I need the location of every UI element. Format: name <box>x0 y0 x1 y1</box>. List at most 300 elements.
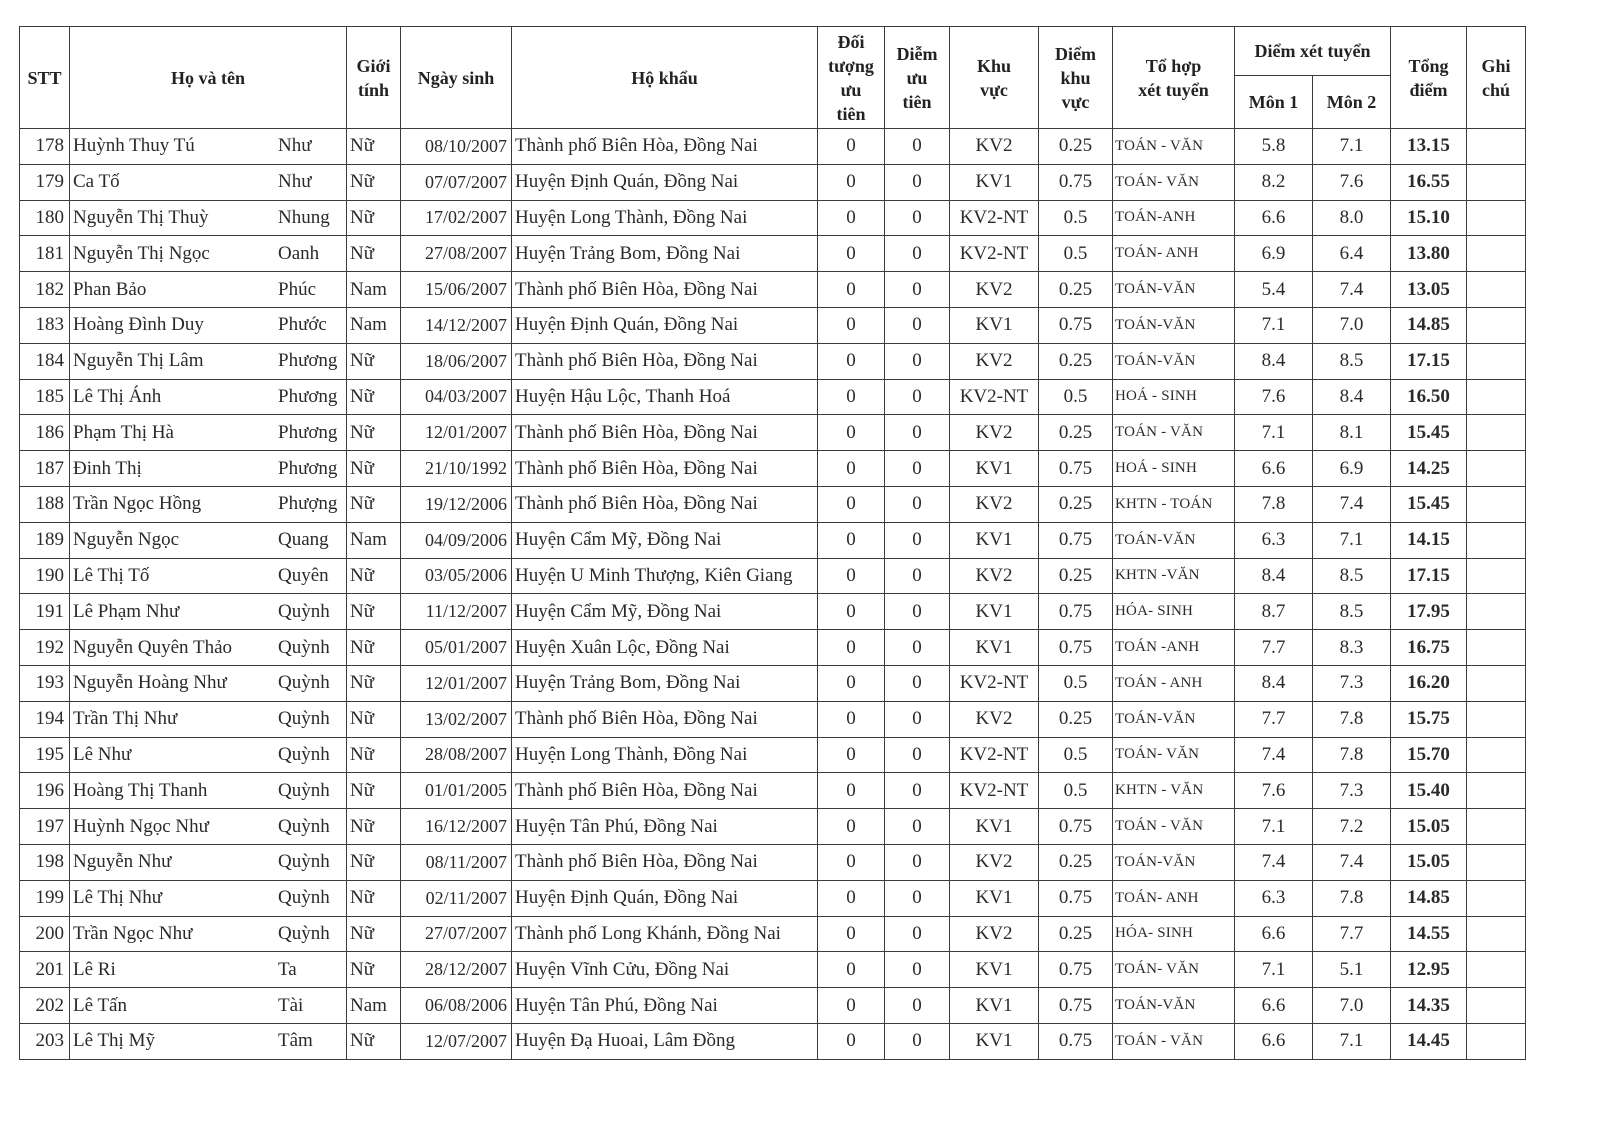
cell-subject-1: 7.4 <box>1235 844 1313 880</box>
cell-subject-2: 8.5 <box>1313 558 1391 594</box>
cell-name <box>70 737 347 773</box>
cell-name <box>70 773 347 809</box>
cell-note <box>1467 164 1526 200</box>
cell-region-points: 0.75 <box>1039 307 1113 343</box>
cell-total: 15.70 <box>1391 737 1467 773</box>
cell-subject-1: 8.2 <box>1235 164 1313 200</box>
cell-subject-2: 8.1 <box>1313 415 1391 451</box>
cell-dob: 01/01/2005 <box>401 773 512 809</box>
cell-dob: 04/09/2006 <box>401 522 512 558</box>
cell-priority-points: 0 <box>885 665 950 701</box>
cell-note <box>1467 200 1526 236</box>
cell-priority-points: 0 <box>885 952 950 988</box>
cell-region-points: 0.75 <box>1039 451 1113 487</box>
cell-combination: KHTN - TOÁN <box>1113 486 1235 522</box>
cell-total: 14.55 <box>1391 916 1467 952</box>
table-row <box>20 916 1526 952</box>
cell-region-points: 0.75 <box>1039 880 1113 916</box>
surname-middle-name: Huỳnh Ngọc Như <box>73 815 209 837</box>
cell-name <box>70 522 347 558</box>
given-name: Quỳnh <box>278 708 330 730</box>
cell-total: 15.40 <box>1391 773 1467 809</box>
given-name: Tài <box>278 994 304 1016</box>
cell-dob: 06/08/2006 <box>401 988 512 1024</box>
cell-combination: TOÁN- VĂN <box>1113 952 1235 988</box>
cell-stt: 193 <box>20 665 70 701</box>
cell-combination: TOÁN- ANH <box>1113 880 1235 916</box>
cell-subject-1: 7.6 <box>1235 379 1313 415</box>
cell-priority-group: 0 <box>818 558 885 594</box>
cell-priority-group: 0 <box>818 164 885 200</box>
cell-subject-2: 7.3 <box>1313 773 1391 809</box>
cell-dob: 28/12/2007 <box>401 952 512 988</box>
cell-priority-group: 0 <box>818 129 885 165</box>
cell-priority-group: 0 <box>818 343 885 379</box>
cell-combination: TOÁN - ANH <box>1113 665 1235 701</box>
table-row <box>20 844 1526 880</box>
given-name: Quyên <box>278 564 329 586</box>
cell-dob: 17/02/2007 <box>401 200 512 236</box>
cell-priority-points: 0 <box>885 379 950 415</box>
cell-total: 16.75 <box>1391 630 1467 666</box>
cell-dob: 15/06/2007 <box>401 272 512 308</box>
cell-region: KV1 <box>950 809 1039 845</box>
cell-combination: TOÁN - VĂN <box>1113 415 1235 451</box>
cell-stt: 197 <box>20 809 70 845</box>
cell-priority-group: 0 <box>818 988 885 1024</box>
given-name: Quỳnh <box>278 600 330 622</box>
header-stt: STT <box>20 27 70 129</box>
cell-dob: 02/11/2007 <box>401 880 512 916</box>
cell-region-points: 0.25 <box>1039 415 1113 451</box>
given-name: Phương <box>278 421 338 443</box>
cell-priority-points: 0 <box>885 343 950 379</box>
cell-subject-1: 7.6 <box>1235 773 1313 809</box>
cell-priority-group: 0 <box>818 952 885 988</box>
cell-region-points: 0.75 <box>1039 594 1113 630</box>
cell-dob: 11/12/2007 <box>401 594 512 630</box>
cell-combination: KHTN -VĂN <box>1113 558 1235 594</box>
header-region: Khu vực <box>950 27 1039 129</box>
cell-subject-1: 6.6 <box>1235 451 1313 487</box>
cell-region: KV1 <box>950 594 1039 630</box>
surname-middle-name: Huỳnh Thuy Tú <box>73 135 195 157</box>
cell-combination: TOÁN- VĂN <box>1113 164 1235 200</box>
cell-total: 14.85 <box>1391 307 1467 343</box>
cell-subject-1: 6.6 <box>1235 988 1313 1024</box>
surname-middle-name: Lê Như <box>73 743 132 765</box>
cell-priority-points: 0 <box>885 988 950 1024</box>
header-admission-scores: Diểm xét tuyển <box>1235 27 1391 76</box>
surname-middle-name: Hoàng Thị Thanh <box>73 779 208 801</box>
cell-stt: 178 <box>20 129 70 165</box>
surname-middle-name: Lê Thị Tố <box>73 564 150 586</box>
cell-priority-group: 0 <box>818 809 885 845</box>
cell-priority-points: 0 <box>885 1023 950 1059</box>
given-name: Phương <box>278 350 338 372</box>
cell-priority-group: 0 <box>818 200 885 236</box>
cell-priority-group: 0 <box>818 916 885 952</box>
surname-middle-name: Nguyễn Thị Thuỳ <box>73 206 209 228</box>
cell-address: Huyện Đạ Huoai, Lâm Đồng <box>512 1023 818 1059</box>
cell-address: Huyện U Minh Thượng, Kiên Giang <box>512 558 818 594</box>
cell-gender: Nữ <box>347 880 401 916</box>
admission-table <box>19 26 1526 1060</box>
cell-address: Huyện Trảng Bom, Đồng Nai <box>512 236 818 272</box>
cell-combination: TOÁN-VĂN <box>1113 343 1235 379</box>
cell-gender: Nữ <box>347 701 401 737</box>
cell-name <box>70 451 347 487</box>
cell-dob: 12/01/2007 <box>401 415 512 451</box>
cell-region-points: 0.25 <box>1039 558 1113 594</box>
cell-subject-1: 6.6 <box>1235 200 1313 236</box>
cell-stt: 180 <box>20 200 70 236</box>
cell-dob: 12/01/2007 <box>401 665 512 701</box>
cell-total: 15.45 <box>1391 486 1467 522</box>
cell-dob: 21/10/1992 <box>401 451 512 487</box>
given-name: Quang <box>278 529 329 551</box>
cell-combination: TOÁN -ANH <box>1113 630 1235 666</box>
header-address: Hộ khẩu <box>512 27 818 129</box>
cell-note <box>1467 630 1526 666</box>
cell-subject-2: 6.4 <box>1313 236 1391 272</box>
cell-region-points: 0.5 <box>1039 236 1113 272</box>
cell-region-points: 0.25 <box>1039 844 1113 880</box>
table-row <box>20 379 1526 415</box>
cell-address: Thành phố Biên Hòa, Đồng Nai <box>512 129 818 165</box>
cell-priority-points: 0 <box>885 844 950 880</box>
header-region-points: Diểm khu vực <box>1039 27 1113 129</box>
cell-gender: Nữ <box>347 952 401 988</box>
cell-subject-2: 7.8 <box>1313 701 1391 737</box>
cell-gender: Nữ <box>347 594 401 630</box>
cell-priority-group: 0 <box>818 522 885 558</box>
cell-gender: Nam <box>347 522 401 558</box>
cell-name <box>70 236 347 272</box>
cell-region: KV2-NT <box>950 379 1039 415</box>
cell-region: KV1 <box>950 630 1039 666</box>
cell-name <box>70 164 347 200</box>
cell-name <box>70 701 347 737</box>
cell-subject-2: 7.1 <box>1313 522 1391 558</box>
cell-gender: Nữ <box>347 630 401 666</box>
cell-dob: 27/08/2007 <box>401 236 512 272</box>
given-name: Phượng <box>278 493 338 515</box>
cell-subject-2: 7.4 <box>1313 844 1391 880</box>
cell-priority-group: 0 <box>818 1023 885 1059</box>
cell-priority-group: 0 <box>818 665 885 701</box>
cell-priority-points: 0 <box>885 737 950 773</box>
given-name: Như <box>278 171 312 193</box>
surname-middle-name: Nguyễn Thị Ngọc <box>73 242 210 264</box>
cell-region-points: 0.25 <box>1039 701 1113 737</box>
cell-address: Thành phố Biên Hòa, Đồng Nai <box>512 272 818 308</box>
cell-priority-points: 0 <box>885 701 950 737</box>
cell-priority-points: 0 <box>885 129 950 165</box>
cell-subject-2: 8.5 <box>1313 343 1391 379</box>
header-gender: Giới tính <box>347 27 401 129</box>
cell-address: Huyện Định Quán, Đồng Nai <box>512 164 818 200</box>
given-name: Quỳnh <box>278 815 330 837</box>
cell-priority-group: 0 <box>818 379 885 415</box>
cell-note <box>1467 988 1526 1024</box>
table-row <box>20 630 1526 666</box>
cell-stt: 199 <box>20 880 70 916</box>
cell-gender: Nữ <box>347 451 401 487</box>
cell-address: Thành phố Biên Hòa, Đồng Nai <box>512 343 818 379</box>
cell-combination: TOÁN-VĂN <box>1113 307 1235 343</box>
cell-gender: Nam <box>347 272 401 308</box>
surname-middle-name: Phan Bảo <box>73 278 147 300</box>
cell-address: Thành phố Biên Hòa, Đồng Nai <box>512 701 818 737</box>
cell-region: KV1 <box>950 1023 1039 1059</box>
cell-stt: 184 <box>20 343 70 379</box>
cell-subject-2: 5.1 <box>1313 952 1391 988</box>
cell-note <box>1467 129 1526 165</box>
cell-gender: Nữ <box>347 916 401 952</box>
cell-region: KV2 <box>950 844 1039 880</box>
cell-total: 13.05 <box>1391 272 1467 308</box>
cell-stt: 185 <box>20 379 70 415</box>
cell-region: KV2 <box>950 558 1039 594</box>
cell-name <box>70 952 347 988</box>
table-row <box>20 665 1526 701</box>
cell-priority-points: 0 <box>885 164 950 200</box>
cell-subject-2: 7.0 <box>1313 988 1391 1024</box>
cell-name <box>70 343 347 379</box>
cell-gender: Nữ <box>347 558 401 594</box>
cell-subject-1: 6.6 <box>1235 916 1313 952</box>
cell-priority-group: 0 <box>818 701 885 737</box>
cell-gender: Nữ <box>347 164 401 200</box>
cell-total: 15.05 <box>1391 844 1467 880</box>
given-name: Quỳnh <box>278 851 330 873</box>
cell-subject-2: 8.0 <box>1313 200 1391 236</box>
table-header <box>20 27 1526 129</box>
cell-priority-points: 0 <box>885 272 950 308</box>
cell-combination: HOÁ - SINH <box>1113 379 1235 415</box>
cell-gender: Nữ <box>347 379 401 415</box>
cell-name <box>70 415 347 451</box>
cell-name <box>70 988 347 1024</box>
cell-gender: Nữ <box>347 844 401 880</box>
table-row <box>20 701 1526 737</box>
cell-stt: 179 <box>20 164 70 200</box>
cell-subject-2: 8.3 <box>1313 630 1391 666</box>
cell-region-points: 0.75 <box>1039 952 1113 988</box>
table-row <box>20 486 1526 522</box>
cell-address: Huyện Long Thành, Đồng Nai <box>512 737 818 773</box>
surname-middle-name: Phạm Thị Hà <box>73 421 174 443</box>
table-row <box>20 236 1526 272</box>
header-subject-1: Môn 1 <box>1235 76 1313 129</box>
cell-note <box>1467 272 1526 308</box>
cell-address: Huyện Vĩnh Cửu, Đồng Nai <box>512 952 818 988</box>
cell-stt: 189 <box>20 522 70 558</box>
surname-middle-name: Lê Ri <box>73 958 116 980</box>
cell-combination: KHTN - VĂN <box>1113 773 1235 809</box>
cell-region: KV1 <box>950 307 1039 343</box>
cell-gender: Nữ <box>347 773 401 809</box>
cell-stt: 187 <box>20 451 70 487</box>
cell-total: 14.35 <box>1391 988 1467 1024</box>
cell-subject-1: 6.6 <box>1235 1023 1313 1059</box>
surname-middle-name: Trần Ngọc Như <box>73 922 193 944</box>
cell-region-points: 0.75 <box>1039 522 1113 558</box>
cell-total: 14.25 <box>1391 451 1467 487</box>
cell-total: 16.20 <box>1391 665 1467 701</box>
cell-subject-1: 5.4 <box>1235 272 1313 308</box>
cell-combination: TOÁN-VĂN <box>1113 988 1235 1024</box>
cell-total: 17.15 <box>1391 558 1467 594</box>
table-row <box>20 558 1526 594</box>
cell-subject-1: 8.7 <box>1235 594 1313 630</box>
cell-subject-1: 7.1 <box>1235 809 1313 845</box>
cell-note <box>1467 522 1526 558</box>
cell-priority-group: 0 <box>818 630 885 666</box>
cell-stt: 190 <box>20 558 70 594</box>
cell-name <box>70 880 347 916</box>
given-name: Phúc <box>278 278 316 300</box>
cell-priority-group: 0 <box>818 880 885 916</box>
cell-region-points: 0.75 <box>1039 988 1113 1024</box>
cell-note <box>1467 343 1526 379</box>
cell-total: 14.85 <box>1391 880 1467 916</box>
given-name: Như <box>278 135 312 157</box>
cell-subject-2: 7.1 <box>1313 129 1391 165</box>
cell-region: KV2-NT <box>950 200 1039 236</box>
cell-combination: HÓA- SINH <box>1113 594 1235 630</box>
table-row <box>20 988 1526 1024</box>
cell-priority-points: 0 <box>885 916 950 952</box>
cell-gender: Nữ <box>347 236 401 272</box>
cell-subject-1: 7.1 <box>1235 952 1313 988</box>
cell-gender: Nữ <box>347 129 401 165</box>
cell-dob: 08/11/2007 <box>401 844 512 880</box>
cell-priority-points: 0 <box>885 773 950 809</box>
given-name: Quỳnh <box>278 922 330 944</box>
cell-total: 13.15 <box>1391 129 1467 165</box>
cell-combination: TOÁN-VĂN <box>1113 701 1235 737</box>
cell-priority-points: 0 <box>885 809 950 845</box>
cell-stt: 200 <box>20 916 70 952</box>
cell-priority-points: 0 <box>885 451 950 487</box>
cell-region: KV2 <box>950 415 1039 451</box>
cell-combination: TOÁN- VĂN <box>1113 737 1235 773</box>
cell-stt: 191 <box>20 594 70 630</box>
cell-subject-1: 7.1 <box>1235 307 1313 343</box>
cell-region-points: 0.25 <box>1039 486 1113 522</box>
cell-note <box>1467 701 1526 737</box>
cell-combination: HÓA- SINH <box>1113 916 1235 952</box>
cell-total: 14.15 <box>1391 522 1467 558</box>
cell-priority-points: 0 <box>885 236 950 272</box>
cell-region: KV2 <box>950 272 1039 308</box>
surname-middle-name: Lê Thị Như <box>73 887 163 909</box>
cell-stt: 196 <box>20 773 70 809</box>
table-row <box>20 164 1526 200</box>
cell-priority-group: 0 <box>818 486 885 522</box>
cell-region-points: 0.75 <box>1039 809 1113 845</box>
cell-dob: 13/02/2007 <box>401 701 512 737</box>
cell-combination: TOÁN-VĂN <box>1113 272 1235 308</box>
cell-subject-1: 7.7 <box>1235 701 1313 737</box>
cell-region: KV1 <box>950 952 1039 988</box>
cell-region-points: 0.5 <box>1039 773 1113 809</box>
cell-region-points: 0.5 <box>1039 665 1113 701</box>
cell-region-points: 0.75 <box>1039 1023 1113 1059</box>
cell-stt: 192 <box>20 630 70 666</box>
cell-name <box>70 129 347 165</box>
given-name: Phước <box>278 314 327 336</box>
cell-name <box>70 272 347 308</box>
cell-region: KV2 <box>950 701 1039 737</box>
cell-priority-points: 0 <box>885 630 950 666</box>
cell-name <box>70 200 347 236</box>
cell-note <box>1467 880 1526 916</box>
cell-stt: 188 <box>20 486 70 522</box>
cell-subject-2: 7.4 <box>1313 486 1391 522</box>
cell-subject-2: 7.2 <box>1313 809 1391 845</box>
cell-combination: TOÁN - VĂN <box>1113 809 1235 845</box>
table-row <box>20 522 1526 558</box>
cell-priority-points: 0 <box>885 486 950 522</box>
cell-combination: TOÁN-VĂN <box>1113 844 1235 880</box>
surname-middle-name: Nguyễn Ngọc <box>73 529 180 551</box>
table-row <box>20 1023 1526 1059</box>
cell-region: KV2-NT <box>950 773 1039 809</box>
cell-subject-1: 8.4 <box>1235 343 1313 379</box>
cell-note <box>1467 415 1526 451</box>
table-row <box>20 451 1526 487</box>
cell-note <box>1467 665 1526 701</box>
cell-address: Thành phố Biên Hòa, Đồng Nai <box>512 451 818 487</box>
cell-gender: Nữ <box>347 486 401 522</box>
cell-region-points: 0.5 <box>1039 737 1113 773</box>
cell-region-points: 0.25 <box>1039 343 1113 379</box>
cell-stt: 203 <box>20 1023 70 1059</box>
cell-priority-group: 0 <box>818 272 885 308</box>
surname-middle-name: Lê Tấn <box>73 994 127 1016</box>
cell-region: KV2 <box>950 129 1039 165</box>
surname-middle-name: Nguyễn Hoàng Như <box>73 672 227 694</box>
header-subject-2: Môn 2 <box>1313 76 1391 129</box>
cell-stt: 195 <box>20 737 70 773</box>
cell-total: 17.95 <box>1391 594 1467 630</box>
cell-priority-group: 0 <box>818 844 885 880</box>
table-row <box>20 737 1526 773</box>
surname-middle-name: Lê Thị Mỹ <box>73 1030 155 1052</box>
table-row <box>20 880 1526 916</box>
cell-name <box>70 1023 347 1059</box>
cell-total: 17.15 <box>1391 343 1467 379</box>
cell-subject-1: 7.8 <box>1235 486 1313 522</box>
cell-dob: 14/12/2007 <box>401 307 512 343</box>
cell-dob: 19/12/2006 <box>401 486 512 522</box>
table-row <box>20 415 1526 451</box>
cell-gender: Nữ <box>347 1023 401 1059</box>
cell-note <box>1467 558 1526 594</box>
cell-subject-1: 7.4 <box>1235 737 1313 773</box>
cell-gender: Nữ <box>347 809 401 845</box>
cell-address: Thành phố Long Khánh, Đồng Nai <box>512 916 818 952</box>
table-row <box>20 272 1526 308</box>
cell-gender: Nữ <box>347 737 401 773</box>
cell-region-points: 0.5 <box>1039 379 1113 415</box>
surname-middle-name: Ca Tố <box>73 171 120 193</box>
cell-total: 15.45 <box>1391 415 1467 451</box>
cell-subject-2: 7.0 <box>1313 307 1391 343</box>
